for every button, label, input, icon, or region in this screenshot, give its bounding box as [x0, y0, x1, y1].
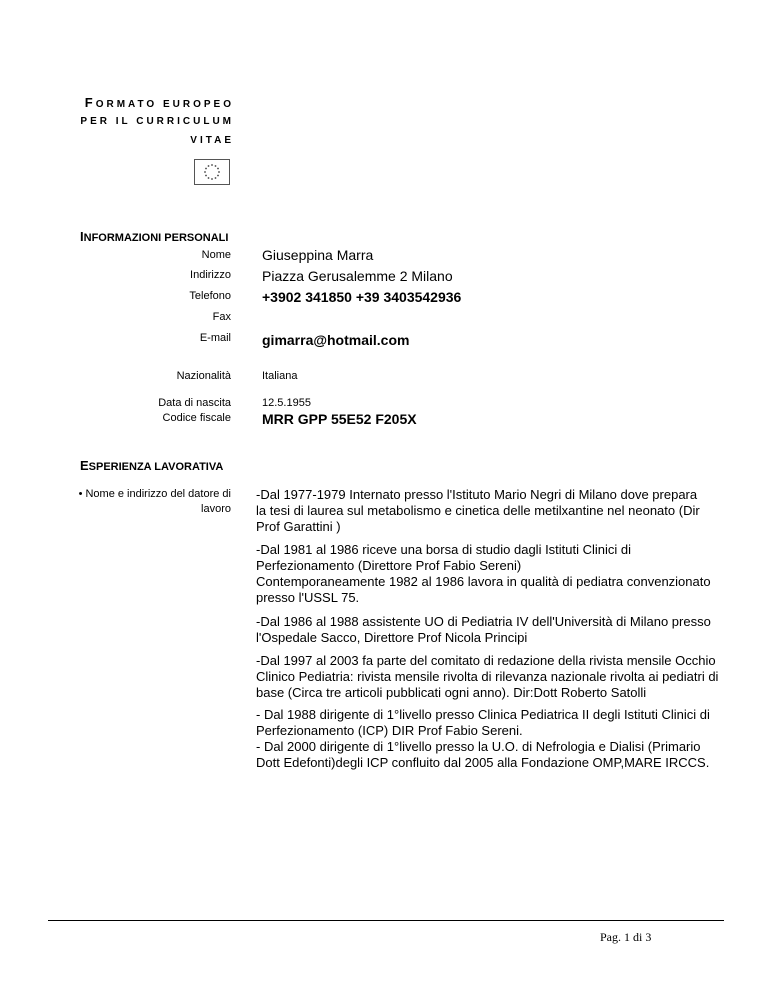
title-line-2: PER IL CURRICULUM — [80, 116, 234, 127]
paragraph-line: Clinico Pediatria: rivista mensile rivolta di rilevanza nazionale rivolta ai pediatri di — [256, 669, 719, 684]
label-telefono: Telefono — [189, 290, 231, 302]
label-nome: Nome — [201, 249, 231, 261]
value-telefono: +3902 341850 +39 3403542936 — [262, 289, 462, 305]
label-fax: Fax — [212, 311, 231, 323]
eu-flag-icon — [194, 159, 230, 185]
label-codice-fiscale: Codice fiscale — [162, 412, 231, 424]
experience-paragraph-1 — [256, 487, 726, 535]
section-experience: ESPERIENZA LAVORATIVA — [80, 458, 224, 473]
paragraph-line: - Dal 2000 dirigente di 1°livello presso la U.O. di Nefrologia e Dialisi (Primario — [256, 739, 701, 754]
paragraph-line: presso l'USSL 75. — [256, 590, 360, 605]
experience-paragraph-3 — [256, 614, 726, 646]
title-line-3: VITAE — [190, 135, 234, 146]
label-datore-line-2: lavoro — [201, 503, 231, 515]
paragraph-line: -Dal 1981 al 1986 riceve una borsa di studio dagli Istituti Clinici di — [256, 542, 632, 557]
experience-paragraph-4 — [256, 653, 726, 701]
paragraph-line: -Dal 1986 al 1988 assistente UO di Pediatria IV dell'Università di Milano presso — [256, 614, 711, 629]
footer-divider — [48, 920, 724, 921]
label-datore-line-1: • Nome e indirizzo del datore di — [78, 488, 231, 500]
label-data-nascita: Data di nascita — [158, 397, 231, 409]
value-nazionalita: Italiana — [262, 370, 298, 382]
value-indirizzo: Piazza Gerusalemme 2 Milano — [262, 268, 453, 284]
value-email: gimarra@hotmail.com — [262, 332, 410, 348]
paragraph-line: -Dal 1997 al 2003 fa parte del comitato di redazione della rivista mensile Occhio — [256, 653, 716, 668]
paragraph-line: base (Circa tre articoli pubblicati ogni anno). Dir:Dott Roberto Satolli — [256, 685, 647, 700]
label-email: E-mail — [199, 332, 231, 344]
paragraph-line: Perfezionamento (Direttore Prof Fabio Sereni) — [256, 558, 522, 573]
value-data-nascita: 12.5.1955 — [262, 397, 311, 409]
label-nazionalita: Nazionalità — [176, 370, 231, 382]
page-number: Pag. 1 di 3 — [600, 930, 652, 944]
paragraph-line: -Dal 1977-1979 Internato presso l'Istituto Mario Negri di Milano dove prepara — [256, 487, 698, 502]
paragraph-line: l'Ospedale Sacco, Direttore Prof Nicola Principi — [256, 630, 528, 645]
paragraph-line: Perfezionamento (ICP) DIR Prof Fabio Sereni. — [256, 723, 523, 738]
label-indirizzo: Indirizzo — [190, 269, 231, 281]
value-codice-fiscale: MRR GPP 55E52 F205X — [262, 411, 417, 427]
paragraph-line: la tesi di laurea sul metabolismo e cinetica delle metilxantine nel neonato (Dir — [256, 503, 700, 518]
paragraph-line: Contemporaneamente 1982 al 1986 lavora in qualità di pediatra convenzionato — [256, 574, 711, 589]
experience-paragraph-2 — [256, 542, 726, 606]
paragraph-line: - Dal 1988 dirigente di 1°livello presso Clinica Pediatrica II degli Istituti Clinici di — [256, 707, 710, 722]
value-nome: Giuseppina Marra — [262, 247, 374, 263]
section-personal-info: INFORMAZIONI PERSONALI — [80, 229, 229, 244]
title-line-1: FORMATO EUROPEO — [84, 95, 234, 110]
paragraph-line: Dott Edefonti)degli ICP confluito dal 2005 alla Fondazione OMP,MARE IRCCS. — [256, 755, 710, 770]
experience-paragraph-5 — [256, 707, 726, 771]
paragraph-line: Prof Garattini ) — [256, 519, 341, 534]
